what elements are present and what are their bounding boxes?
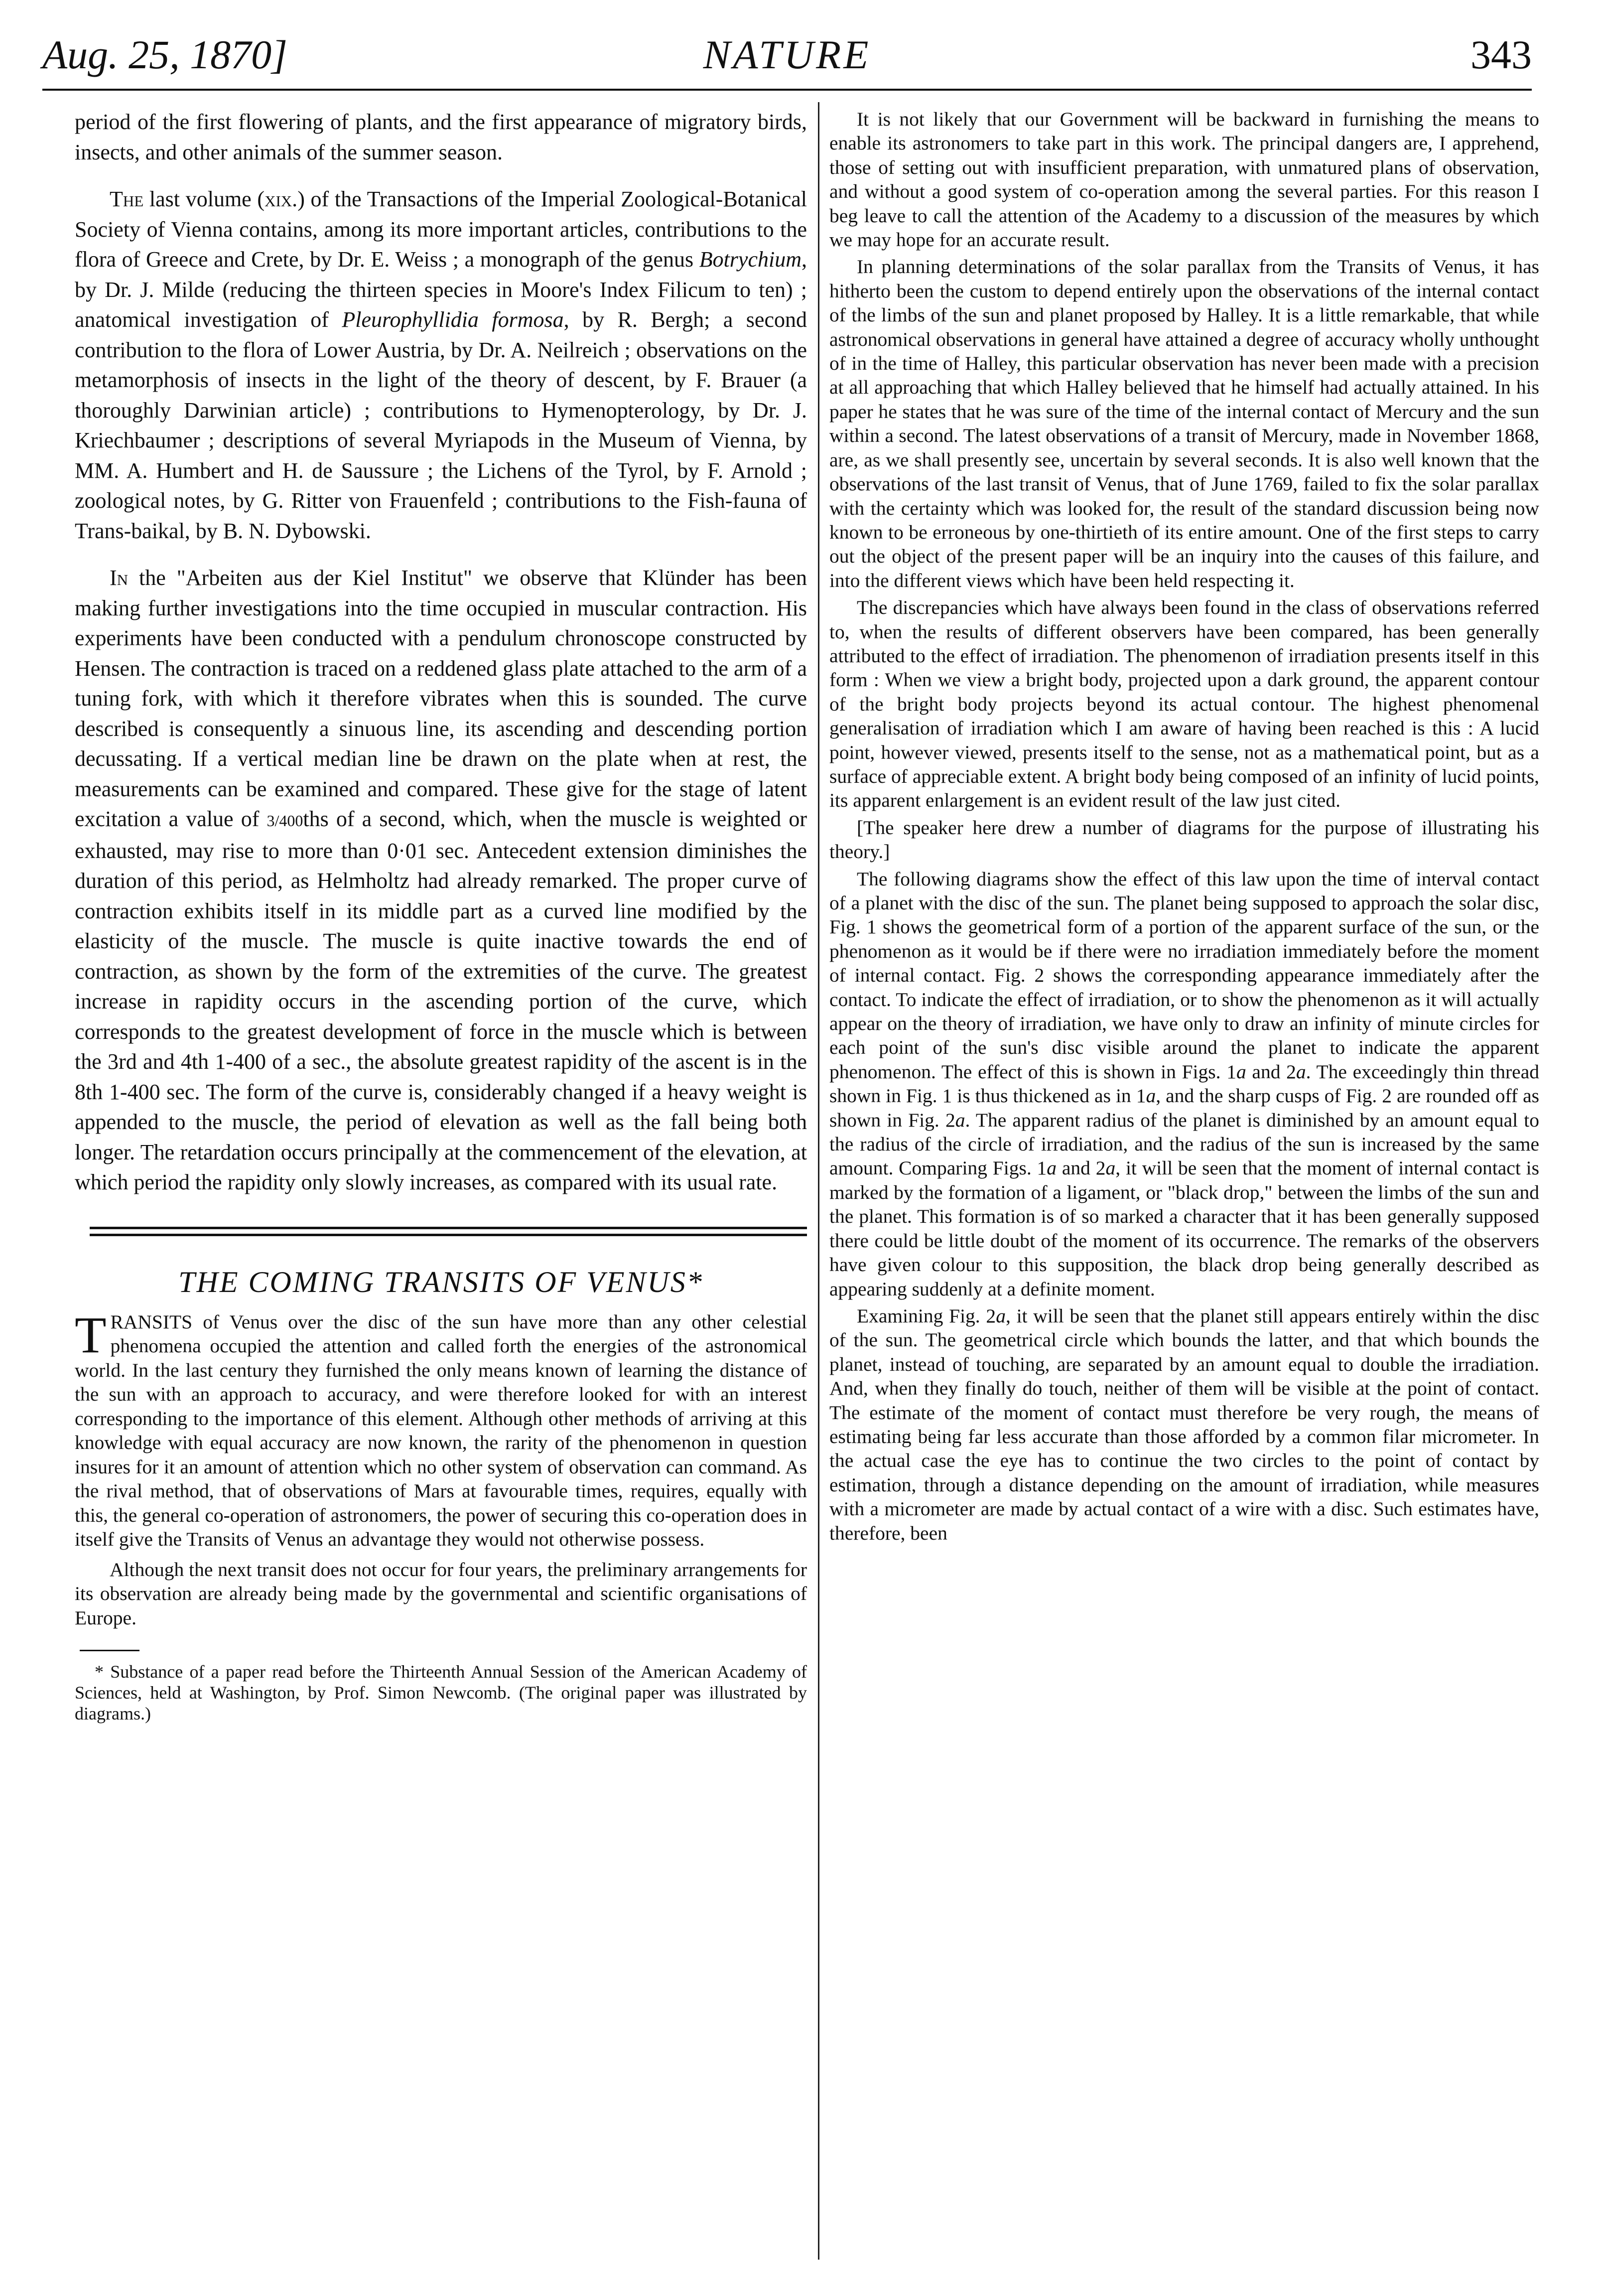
fig-suffix: a	[955, 1109, 965, 1131]
issue-date: Aug. 25, 1870]	[42, 32, 287, 77]
text-run: , by Dr. J. Milde (reducing the thirteen species in Moore's Index Filicum to ten) ; anatomical investigation of	[75, 247, 807, 332]
paragraph-solar-parallax: In planning determinations of the solar parallax from the Transits of Venus, it has hitherto been the custom to depend entirely upon the observations of the internal contact of the limbs of the sun and planet proposed by Halley. It is a little remarkable, that while astronomical observations in general have attained a degree of accuracy wholly unthought of in the time of Halley, this particular observation has never been made with a precision at all approaching that which Halley believed that he himself had actually attained. In his paper he states that he was sure of the time of the internal contact of Mercury and the sun within a second. The latest observations of a transit of Mercury, made in November 1868, are, as we shall presently see, uncertain by several seconds. It is also well known that the observations of the last transit of Venus, that of June 1769, failed to fix the solar parallax with the certainty which was looked for, the result of the standard discussion being now known to be erroneous by one-thirtieth of its entire amount. One of the first steps to carry out the object of the present paper will be an inquiry into the causes of this failure, and into the different views which have been held respecting it.	[829, 256, 1539, 591]
fig-suffix: a	[1146, 1085, 1156, 1107]
paragraph-diagrams	[829, 867, 1539, 1301]
paragraph-transits-intro	[75, 1306, 807, 1552]
paragraph-vienna-society	[75, 184, 807, 546]
lead-word: The	[110, 187, 144, 211]
paragraph-government: It is not likely that our Government will be backward in furnishing the means to enable its astronomers to take part in this work. The principal dangers are, I apprehend, those of setting out with insufficient preparation, with unmatured plans of observation, and without a good system of co-operation among the several parties. For this reason I beg leave to call the attention of the Academy to a discussion of the measures by which we may hope for an accurate result.	[829, 108, 1539, 251]
fig-suffix: a	[1105, 1157, 1116, 1179]
text-run: The following diagrams show the effect of this law upon the time of interval contact of a planet with the disc of the sun. The planet being supposed to approach the solar disc, Fig. 1 shows the geometrical form of a portion of the apparent surface of the sun, or the phenomenon as it would be if there were no irradiation immediately before the moment of internal contact. Fig. 2 shows the corresponding appearance immediately after the contact. To indicate the effect of irradiation, or to show the phenomenon as it will actually appear on the theory of irradiation, we have only to draw an infinity of minute circles for each point of the sun's disc visible around the planet to indicate the apparent phenomenon. The effect of this is shown in Figs. 1	[829, 867, 1539, 1083]
text-run: ths of a second, which, when the muscle is weighted or exhausted, may rise to more than 0·01 sec. Antecedent extension diminishes the duration of this period, as Helmholtz had already remarked. The proper curve of contraction exhibits itself in its middle part as a curved line modified by the elasticity of the muscle. The muscle is quite inactive towards the end of contraction, as shown by the form of the extremities of the curve. The greatest increase in rapidity occurs in the ascending portion of the curve, which corresponds to the greatest development of force in the muscle which is between the 3rd and 4th 1-400 of a sec., the absolute greatest rapidity of the ascent is in the 8th 1-400 sec. The form of the curve is, considerably changed if a heavy weight is appended to the muscle, the period of elevation as well as the fall being both longer. The retardation occurs principally at the commencement of the elevation, at which period the rapidity only slowly increases, as compared with its usual rate.	[75, 807, 807, 1194]
text-run: RANSITS of Venus over the disc of the sun have more than any other celestial phenomena occupied the attention and called forth the energies of the astronomical world. In the last century they furnished the only means known of learning the distance of the sun with an approach to accuracy, and were therefore looked for with an interest corresponding to the importance of this element. Although other methods of arriving at this knowledge with equal accuracy are now known, the rarity of the phenomenon in question insures for it an amount of attention which no other system of observation can command. As the rival method, that of observations of Mars at favourable times, requires, equally with this, the general co-operation of astronomers, the power of securing this co-operation does in itself give the Transits of Venus an advantage they would not otherwise possess.	[75, 1310, 807, 1550]
column-divider	[818, 102, 819, 2260]
journal-title: NATURE	[703, 32, 871, 77]
text-run: and 2	[1246, 1060, 1296, 1083]
text-run: , by R. Bergh; a second contribution to the flora of Lower Austria, by Dr. A. Neilreich ; observations on the metamorphosis of insects in the light of the theory of descent, by F. Brauer (a thoroughly Darwinian article) ; contributions to Hymenopterology, by Dr. J. Kriechbaumer ; descriptions of several Myriapods in the Museum of Vienna, by MM. A. Humbert and H. de Saussure ; the Lichens of the Tyrol, by F. Arnold ; zoological notes, by G. Ritter von Frauenfeld ; contributions to the Fish-fauna of Trans-baikal, by B. N. Dybowski.	[75, 307, 807, 543]
paragraph-speaker-note: [The speaker here drew a number of diagrams for the purpose of illustrating his theory.]	[829, 816, 1539, 863]
page-header	[42, 27, 1532, 82]
section-double-rule	[90, 1227, 807, 1236]
text-run: and 2	[1057, 1157, 1106, 1179]
page-number: 343	[1470, 32, 1532, 77]
article-title: THE COMING TRANSITS OF VENUS*	[178, 1265, 703, 1298]
text-run: . The exceedingly thin thread shown in Fig. 1 is thus thickened as in 1	[829, 1060, 1539, 1107]
text-run: last volume (	[143, 187, 265, 211]
footnote: * Substance of a paper read before the Thirteenth Annual Session of the American Academy of Sciences, held at Washington, by Prof. Simon Newcomb. (The original paper was illustrated by diagrams.)	[75, 1662, 807, 1723]
fig-suffix: a	[996, 1304, 1006, 1327]
fraction: 3/400	[266, 812, 303, 830]
paragraph-muscle-contraction	[75, 563, 807, 1198]
fig-suffix: a	[1296, 1060, 1306, 1083]
text-run: ) of the Transactions of the Imperial Zoological-Botanical Society of Vienna contains, among its more important articles, contributions to the flora of Greece and Crete, by Dr. E. Weiss ; a monograph of the genus	[75, 187, 807, 272]
lead-word: In	[110, 566, 129, 590]
text-run: . The apparent radius of the planet is diminished by an amount equal to the radius of the circle of irradiation, and the radius of the sun is increased by the same amount. Comparing Figs. 1	[829, 1109, 1539, 1179]
drop-cap: T	[75, 1306, 107, 1364]
fig-suffix: a	[1047, 1157, 1057, 1179]
volume-number: xix.	[265, 187, 298, 211]
left-column	[75, 107, 807, 1724]
text-run: , it will be seen that the moment of internal contact is marked by the formation of a ligament, or "black drop," between the limbs of the sun and the planet. This formation is of so marked a character that it has been generally supposed there could be little doubt of the moment of its occurrence. The remarks of the observers have given colour to this supposition, the black drop being generally described as appearing suddenly at a definite moment.	[829, 1157, 1539, 1300]
text-run: , it will be seen that the planet still appears entirely within the disc of the sun. The geometrical circle which bounds the latter, and that which bounds the planet, instead of touching, are separated by an amount equal to double the irradiation. And, when they finally do touch, neither of them will be visible at the point of contact. The estimate of the moment of contact must therefore be very rough, the means of estimating being far less accurate than those afforded by a common filar micrometer. In the actual case the eye has to continue the two circles to the point of contact by estimation, through a distance depending on the amount of irradiation, while measures with a micrometer are made by actual contact of a wire with a disc. Such estimates have, therefore, been	[829, 1304, 1539, 1544]
paragraph-flowering: period of the first flowering of plants, and the first appearance of migratory birds, insects, and other animals of the summer season.	[75, 110, 807, 164]
footnote-rule	[80, 1650, 139, 1651]
text-run: the "Arbeiten aus der Kiel Institut" we observe that Klünder has been making further investigations into the time occupied in muscular contraction. His experiments have been conducted with a pendulum chronoscope constructed by Hensen. The contraction is traced on a reddened glass plate attached to the arm of a tuning fork, with which it therefore vibrates when this is sounded. The curve described is consequently a sinuous line, its ascending and descending portion decussating. If a vertical median line be drawn on the plate when at rest, the measurements can be examined and compared. These give for the stage of latent excitation a value of	[75, 566, 807, 831]
paragraph-irradiation: The discrepancies which have always been found in the class of observations referred to, when the results of different observers have been compared, has been generally attributed to the effect of irradiation. The phenomenon of irradiation presents itself in this form : When we view a bright body, projected upon a dark ground, the apparent contour of the bright body projects beyond its actual contour. The highest phenomenal generalisation of irradiation which I am aware of having been reached is this : A lucid point, however viewed, presents itself to the sense, not as a mathematical point, but as a surface of appreciable extent. A bright body being composed of an infinity of lucid points, its apparent enlargement is an evident result of the law just cited.	[829, 596, 1539, 812]
species-name: Pleurophyllidia formosa	[342, 307, 564, 332]
header-rule	[42, 89, 1532, 91]
paragraph-examining-fig	[829, 1304, 1539, 1545]
paragraph-next-transit: Although the next transit does not occur for four years, the preliminary arrangements for its observation are already being made by the governmental and scientific organisations of Europe.	[75, 1558, 807, 1629]
fig-suffix: a	[1236, 1060, 1246, 1083]
genus-name: Botrychium	[699, 247, 801, 272]
right-column	[829, 107, 1539, 1548]
text-run: , and the sharp cusps of Fig. 2 are rounded off as shown in Fig. 2	[829, 1085, 1539, 1131]
text-run: Examining Fig. 2	[857, 1304, 996, 1327]
